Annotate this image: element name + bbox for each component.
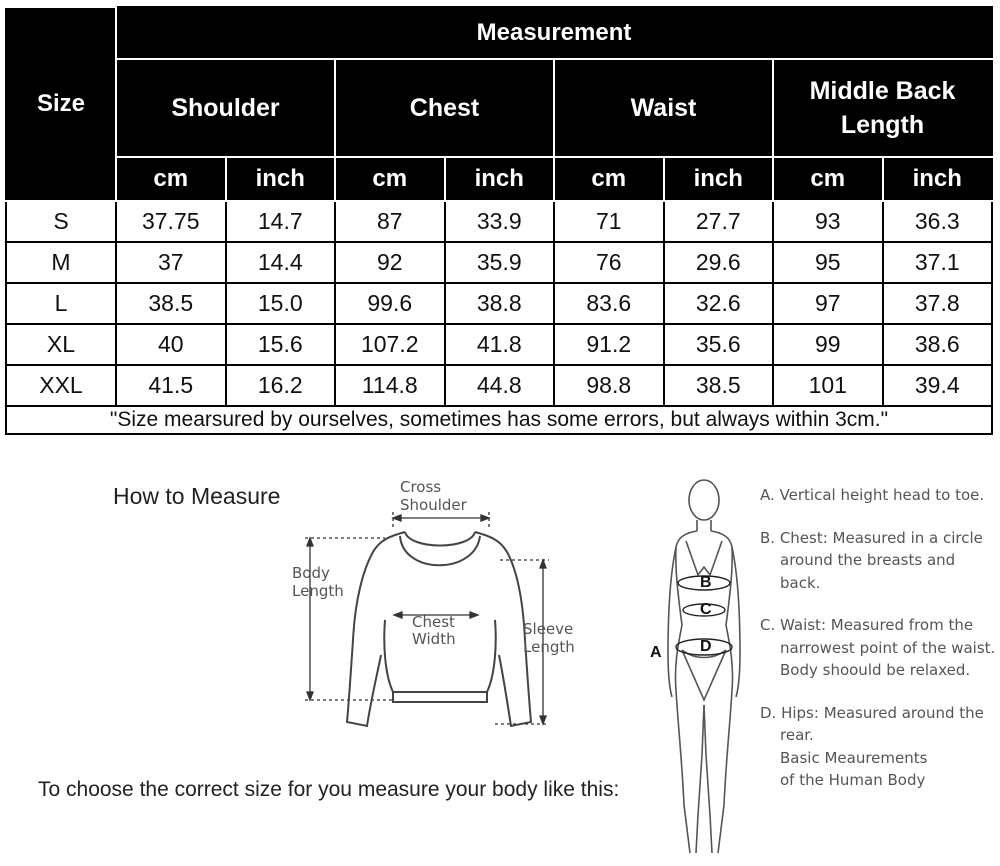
value-cell: 71	[554, 201, 664, 242]
unit-header: cm	[335, 157, 445, 201]
value-cell: 16.2	[226, 365, 336, 406]
letter-c-label: C	[700, 601, 712, 618]
legend-item: A. Vertical height head to toe.	[760, 486, 985, 504]
value-cell: 35.9	[445, 242, 555, 283]
value-cell: 99.6	[335, 283, 445, 324]
size-cell: L	[6, 283, 116, 324]
value-cell: 95	[773, 242, 883, 283]
legend-item: D. Hips: Measured around the rear.	[760, 703, 984, 744]
value-cell: 107.2	[335, 324, 445, 365]
table-row	[6, 283, 992, 324]
value-cell: 44.8	[445, 365, 555, 406]
value-cell: 76	[554, 242, 664, 283]
group-header-middle-back-length: Middle Back Length	[773, 59, 992, 157]
value-cell: 101	[773, 365, 883, 406]
size-cell: M	[6, 242, 116, 283]
table-row	[6, 365, 992, 406]
value-cell: 27.7	[664, 201, 774, 242]
table-row	[6, 324, 992, 365]
value-cell: 97	[773, 283, 883, 324]
value-cell: 15.6	[226, 324, 336, 365]
chest-width-label: Width	[412, 630, 456, 648]
cross-shoulder-label: Cross	[400, 478, 442, 496]
value-cell: 40	[116, 324, 226, 365]
unit-header: inch	[226, 157, 336, 201]
size-note: "Size mearsured by ourselves, sometimes has some errors, but always within 3cm."	[6, 406, 992, 434]
value-cell: 35.6	[664, 324, 774, 365]
unit-header: inch	[445, 157, 555, 201]
value-cell: 14.4	[226, 242, 336, 283]
value-cell: 37	[116, 242, 226, 283]
size-cell: S	[6, 201, 116, 242]
table-row	[6, 201, 992, 242]
value-cell: 38.8	[445, 283, 555, 324]
value-cell: 36.3	[883, 201, 993, 242]
group-header-shoulder: Shoulder	[116, 59, 335, 157]
size-cell: XL	[6, 324, 116, 365]
value-cell: 91.2	[554, 324, 664, 365]
value-cell: 98.8	[554, 365, 664, 406]
choose-size-instruction: To choose the correct size for you measure your body like this:	[38, 778, 620, 801]
sleeve-length-label: Sleeve	[523, 620, 574, 638]
value-cell: 87	[335, 201, 445, 242]
body-length-label: Body	[292, 564, 330, 582]
measurement-legend	[760, 484, 996, 792]
value-cell: 41.8	[445, 324, 555, 365]
value-cell: 37.1	[883, 242, 993, 283]
value-cell: 93	[773, 201, 883, 242]
legend-footer-line: of the Human Body	[780, 771, 926, 789]
cross-shoulder-label: Shoulder	[400, 496, 467, 514]
body-diagram	[640, 475, 755, 865]
letter-a-label: A	[650, 644, 662, 661]
measurement-header: Measurement	[116, 7, 992, 59]
table-row	[6, 242, 992, 283]
letter-d-label: D	[700, 638, 712, 655]
unit-header: cm	[554, 157, 664, 201]
value-cell: 38.5	[664, 365, 774, 406]
value-cell: 29.6	[664, 242, 774, 283]
value-cell: 32.6	[664, 283, 774, 324]
value-cell: 15.0	[226, 283, 336, 324]
value-cell: 38.5	[116, 283, 226, 324]
unit-header: cm	[773, 157, 883, 201]
value-cell: 83.6	[554, 283, 664, 324]
group-header-waist: Waist	[554, 59, 773, 157]
value-cell: 37.75	[116, 201, 226, 242]
sleeve-length-label: Length	[523, 638, 575, 656]
unit-header: inch	[664, 157, 774, 201]
legend-footer	[760, 747, 996, 792]
value-cell: 39.4	[883, 365, 993, 406]
how-to-measure-title: How to Measure	[113, 483, 281, 509]
chest-width-label: Chest	[412, 613, 455, 631]
value-cell: 41.5	[116, 365, 226, 406]
group-header-chest: Chest	[335, 59, 554, 157]
value-cell: 14.7	[226, 201, 336, 242]
value-cell: 99	[773, 324, 883, 365]
unit-header: inch	[883, 157, 993, 201]
value-cell: 37.8	[883, 283, 993, 324]
legend-footer-line: Basic Meaurements	[780, 748, 928, 767]
size-cell: XXL	[6, 365, 116, 406]
body-length-label: Length	[292, 582, 344, 600]
size-chart-table	[5, 6, 993, 435]
value-cell: 33.9	[445, 201, 555, 242]
legend-item: C. Waist: Measured from the narrowest point of the waist. Body shoould be relaxed.	[760, 616, 996, 679]
unit-header: cm	[116, 157, 226, 201]
legend-item: B. Chest: Measured in a circle around the breasts and back.	[760, 528, 983, 592]
letter-b-label: B	[700, 574, 712, 591]
value-cell: 38.6	[883, 324, 993, 365]
size-column-header: Size	[6, 7, 116, 201]
sweater-diagram	[285, 470, 615, 740]
value-cell: 114.8	[335, 365, 445, 406]
value-cell: 92	[335, 242, 445, 283]
